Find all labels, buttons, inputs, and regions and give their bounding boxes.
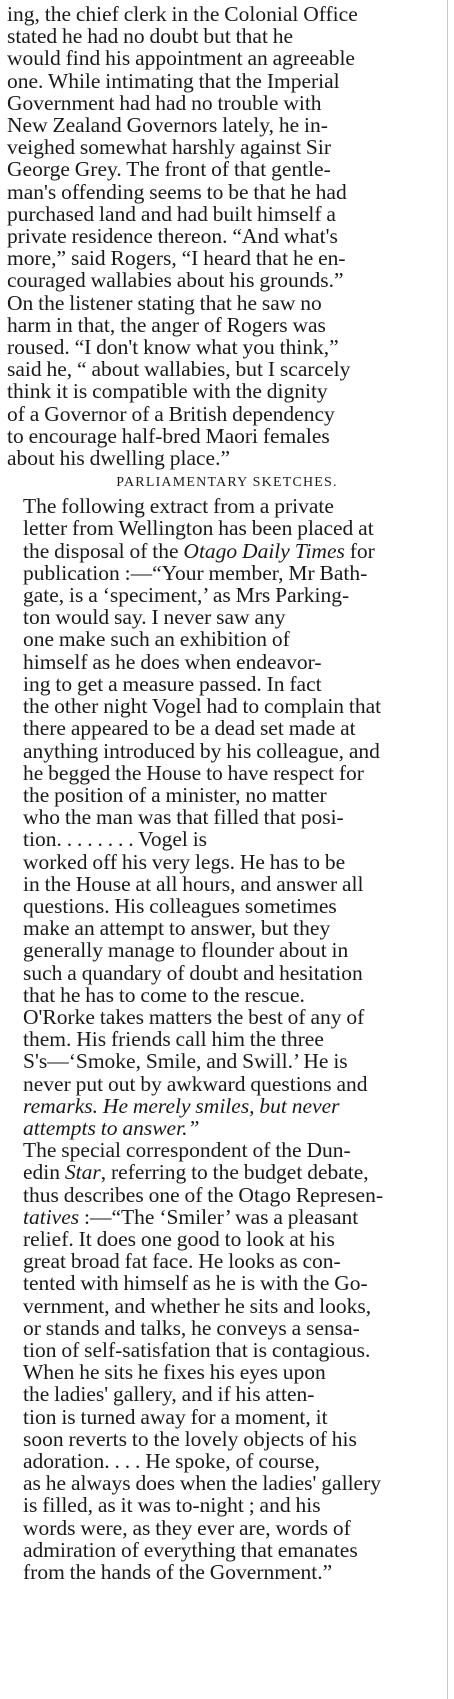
text-line: edin Star, referring to the budget debate, bbox=[23, 1160, 369, 1185]
text-line bbox=[7, 1095, 447, 1117]
italic-phrase: tatives bbox=[23, 1204, 80, 1229]
text-line: tion. . . . . . . . Vogel is bbox=[23, 827, 208, 852]
paragraph-colonial-office bbox=[7, 0, 447, 469]
text-line: thus describes one of the Otago Represen- bbox=[23, 1182, 384, 1207]
text-line: who the man was that filled that posi- bbox=[23, 805, 344, 830]
text-line: to encourage half-bred Maori females bbox=[7, 423, 330, 448]
text-line: of a Governor of a British dependency bbox=[7, 401, 335, 426]
text-line: he begged the House to have respect for bbox=[23, 760, 364, 785]
text-line: worked off his very legs. He has to be bbox=[23, 849, 346, 874]
text-line: or stands and talks, he conveys a sensa- bbox=[23, 1315, 360, 1340]
text-line: The special correspondent of the Dun- bbox=[23, 1138, 351, 1163]
text-line: vernment, and whether he sits and looks, bbox=[23, 1293, 372, 1318]
text-line: tion of self-satisfation that is contagious. bbox=[23, 1337, 371, 1362]
text-line: is filled, as it was to-night ; and his bbox=[23, 1493, 321, 1518]
text-line: generally manage to flounder about in bbox=[23, 938, 349, 963]
text-line: ton would say. I never saw any bbox=[23, 605, 286, 630]
text-line: the position of a minister, no matter bbox=[23, 782, 327, 807]
text-line: more,” said Rogers, “I heard that he en- bbox=[7, 246, 346, 271]
text-line: When he sits he fixes his eyes upon bbox=[23, 1360, 326, 1385]
text-line: George Grey. The front of that gentle- bbox=[7, 157, 331, 182]
text-line: stated he had no doubt but that he bbox=[7, 24, 294, 49]
text-line: couraged wallabies about his grounds.” bbox=[7, 268, 344, 293]
text-line: New Zealand Governors lately, he in- bbox=[7, 113, 328, 138]
text-line: private residence thereon. “And what's bbox=[7, 224, 338, 249]
text-line: questions. His colleagues sometimes bbox=[23, 893, 337, 918]
text-line: about his dwelling place.” bbox=[7, 446, 230, 471]
text-line: letter from Wellington has been placed at bbox=[23, 516, 374, 541]
text-line: the other night Vogel had to complain that bbox=[23, 694, 382, 719]
text-line: that he has to come to the rescue. bbox=[23, 982, 305, 1007]
text-line: from the hands of the Government.” bbox=[23, 1560, 333, 1585]
text-line: tion is turned away for a moment, it bbox=[23, 1404, 328, 1429]
text-line: words were, as they ever are, words of bbox=[23, 1515, 351, 1540]
italic-phrase: attempts to answer.” bbox=[23, 1115, 200, 1140]
text-line: make an attempt to answer, but they bbox=[23, 916, 331, 941]
text-line: think it is compatible with the dignity bbox=[7, 379, 328, 404]
text-line: ing to get a measure passed. In fact bbox=[23, 671, 322, 696]
paragraph-wellington-letter bbox=[7, 495, 447, 1139]
text-line: tatives :—“The ‘Smiler’ was a pleasant bbox=[23, 1204, 359, 1229]
text-line: them. His friends call him the three bbox=[23, 1027, 324, 1052]
text-line: S's—‘Smoke, Smile, and Swill.’ He is bbox=[23, 1049, 348, 1074]
section-heading: PARLIAMENTARY SKETCHES. bbox=[116, 475, 338, 491]
text-line: such a quandary of doubt and hesitation bbox=[23, 960, 363, 985]
article-column bbox=[7, 0, 447, 1583]
text-line: himself as he does when endeavor- bbox=[23, 649, 322, 674]
text-line: tented with himself as he is with the Go- bbox=[23, 1271, 368, 1296]
text-line: Government had had no trouble with bbox=[7, 90, 322, 115]
text-line: the disposal of the Otago Daily Times for bbox=[23, 538, 375, 563]
text-line: purchased land and had built himself a bbox=[7, 201, 336, 226]
text-line: The following extract from a private bbox=[23, 494, 334, 519]
italic-phrase: Otago Daily Times bbox=[183, 538, 345, 563]
text-line: publication :—“Your member, Mr Bath- bbox=[23, 560, 368, 585]
text-line: anything introduced by his colleague, and bbox=[23, 738, 380, 763]
text-line: man's offending seems to be that he had bbox=[7, 179, 347, 204]
text-line: ing, the chief clerk in the Colonial Office bbox=[7, 2, 358, 26]
text-line: gate, is a ‘speciment,’ as Mrs Parking- bbox=[23, 583, 350, 608]
text-line: harm in that, the anger of Rogers was bbox=[7, 312, 326, 337]
text-line: On the listener stating that he saw no bbox=[7, 290, 322, 315]
text-line: O'Rorke takes matters the best of any of bbox=[23, 1004, 365, 1029]
text-line bbox=[7, 1117, 447, 1139]
text-line: veighed somewhat harshly against Sir bbox=[7, 135, 332, 160]
text-line: great broad fat face. He looks as con- bbox=[23, 1249, 341, 1274]
text-line: never put out by awkward questions and bbox=[23, 1071, 368, 1096]
text-line: soon reverts to the lovely objects of his bbox=[23, 1426, 357, 1451]
text-line: the ladies' gallery, and if his atten- bbox=[23, 1382, 315, 1407]
text-line: said he, “ about wallabies, but I scarcely bbox=[7, 357, 351, 382]
text-line: adoration. . . . He spoke, of course, bbox=[23, 1449, 320, 1473]
text-line: would find his appointment an agreeable bbox=[7, 46, 355, 71]
text-line: in the House at all hours, and answer all bbox=[23, 871, 364, 896]
text-line: admiration of everything that emanates bbox=[23, 1537, 358, 1562]
text-line: there appeared to be a dead set made at bbox=[23, 716, 356, 741]
italic-phrase: remarks. He merely smiles, but never bbox=[23, 1093, 340, 1118]
text-line: one. While intimating that the Imperial bbox=[7, 68, 340, 93]
paragraph-dunedin-star bbox=[7, 1139, 447, 1583]
text-line: one make such an exhibition of bbox=[23, 627, 290, 652]
text-line: as he always does when the ladies' gallery bbox=[23, 1471, 381, 1496]
italic-phrase: Star bbox=[64, 1160, 101, 1185]
text-line: roused. “I don't know what you think,” bbox=[7, 335, 339, 360]
text-line: relief. It does one good to look at his bbox=[23, 1226, 335, 1251]
column-edge-rule bbox=[447, 0, 448, 1699]
